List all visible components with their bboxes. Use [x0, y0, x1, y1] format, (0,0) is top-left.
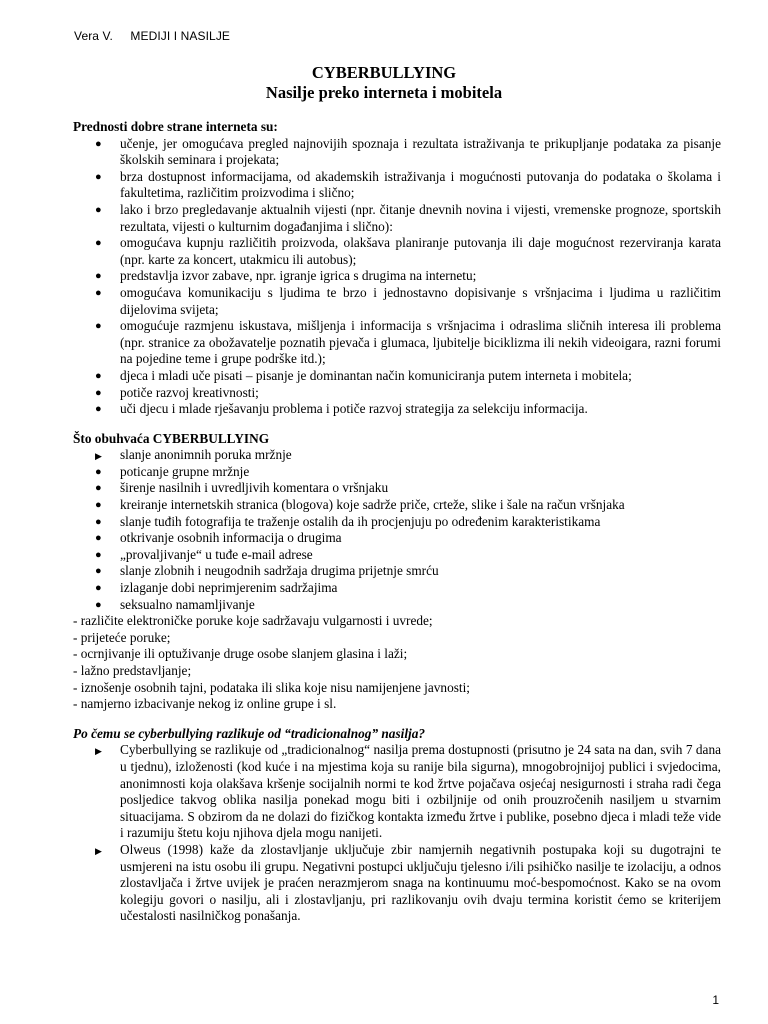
section-heading-cyberbullying: Što obuhvaća CYBERBULLYING: [73, 430, 270, 446]
list-item: ● izlaganje dobi neprimjerenim sadržajima: [95, 580, 338, 596]
bullet-arrow-icon: ▶: [95, 451, 102, 462]
list-item: ● poticanje grupne mržnje: [95, 463, 250, 479]
advantages-list: [73, 136, 721, 418]
dash-item: - različite elektroničke poruke koje sadržavaju vulgarnosti i uvrede;: [73, 613, 433, 629]
cyberbullying-arrow-list: [73, 447, 721, 464]
bullet-dot-icon: ●: [95, 403, 102, 416]
list-item: ● brza dostupnost informacijama, od akademskih istraživanja i mogućnosti putovanja do podataka o školama i fakultetima, različitim proizvodima i slično;: [95, 168, 721, 201]
document-subtitle: Nasilje preko interneta i mobitela: [265, 83, 503, 102]
bullet-arrow-icon: ▶: [95, 746, 102, 757]
list-item: ● širenje nasilnih i uvredljivih komentara o vršnjaku: [95, 480, 389, 496]
bullet-dot-icon: ●: [95, 548, 102, 561]
list-item: ● omogućava komunikaciju s ljudima te brzo i jednostavno dopisivanje s vršnjacima i ljudima u različitim dijelovima svijeta;: [95, 284, 721, 317]
list-item: ● uči djecu i mlade rješavanju problema i potiče razvoj strategija za selekciju informacija.: [95, 401, 588, 417]
bullet-arrow-icon: ▶: [95, 845, 102, 856]
dash-item: - ocrnjivanje ili optuživanje druge osobe slanjem glasina i laži;: [73, 646, 408, 662]
bullet-dot-icon: ●: [95, 482, 102, 495]
bullet-dot-icon: ●: [95, 499, 102, 512]
section-heading-advantages: Prednosti dobre strane interneta su:: [73, 119, 278, 134]
bullet-dot-icon: ●: [95, 237, 102, 250]
bullet-dot-icon: ●: [95, 137, 102, 150]
list-item: ● potiče razvoj kreativnosti;: [95, 384, 259, 400]
page-number: 1: [712, 993, 719, 1007]
list-item: ▶ Olweus (1998) kaže da zlostavljanje uključuje zbir namjernih negativnih postupaka koji su dugotrajni te usmjereni na istu osobu ili grupu. Negativni postupci uključuju tjelesno i/ili psihičko nasilje te izolaciju, a odnos zlostavljača i žrtve uvijek je praćen nerazmjerom snaga na kontinuumu moć-bespomoćnost. Kako se na ovom kolegiju govori o nasilju, ali i zlostavljanju, pri razlikovanju ovih dvaju termina koristit ćemo se kriterijem učestalosti nasilničkog ponašanja.: [95, 841, 721, 924]
bullet-dot-icon: ●: [95, 203, 102, 216]
dash-item: - prijeteće poruke;: [73, 629, 171, 645]
list-item: ● slanje zlobnih i neugodnih sadržaja drugima prijetnje smrću: [95, 563, 439, 579]
list-item: ● učenje, jer omogućava pregled najnovijih spoznaja i rezultata istraživanja te prikupljanje podataka za pisanje školskih seminara i projekata;: [95, 135, 721, 168]
cyberbullying-list: [73, 464, 721, 613]
bullet-dot-icon: ●: [95, 515, 102, 528]
bullet-dot-icon: ●: [95, 270, 102, 283]
page-header: [74, 29, 230, 43]
bullet-dot-icon: ●: [95, 565, 102, 578]
list-item: ● otkrivanje osobnih informacija o drugima: [95, 530, 342, 546]
header-author: Vera V.: [74, 29, 113, 43]
section-heading-difference: Po čemu se cyberbullying razlikuje od “tradicionalnog” nasilja?: [73, 725, 426, 741]
list-item: ● slanje tuđih fotografija te traženje ostalih da ih procjenjuju po određenim karakteristikama: [95, 513, 601, 529]
difference-list: [73, 742, 721, 925]
bullet-dot-icon: ●: [95, 582, 102, 595]
list-item: ● omogućava kupnju različitih proizvoda, olakšava planiranje putovanja ili daje mogućnost rezerviranja karata (npr. karte za koncert, utakmicu ili autobus);: [95, 235, 721, 267]
bullet-dot-icon: ●: [95, 320, 102, 333]
dash-item: - lažno predstavljanje;: [73, 663, 192, 678]
list-item: ● lako i brzo pregledavanje aktualnih vijesti (npr. čitanje dnevnih novina i vijesti, vremenske prognoze, sportskih rezultata, vijesti o kulturnim događanjima i slično):: [95, 201, 721, 234]
bullet-dot-icon: ●: [95, 170, 102, 183]
document-title: CYBERBULLYING: [311, 63, 457, 82]
dash-item: - namjerno izbacivanje nekog iz online grupe i sl.: [73, 696, 337, 712]
list-item: ● kreiranje internetskih stranica (blogova) koje sadrže priče, crteže, slike i šale na račun vršnjaka: [95, 497, 625, 513]
list-item: ● „provaljivanje“ u tuđe e-mail adrese: [95, 546, 313, 562]
document-body: [73, 119, 721, 925]
list-item: ● omogućuje razmjenu iskustava, mišljenja i informacija s vršnjacima i odraslima sličnih interesa ili problema (npr. stranice za obožavatelje poznatih pjevača i glumaca, ljubitelje biciklizma ili nekih videoigara, razni forumi na pojedine teme i grupe podrške itd.);: [95, 318, 721, 367]
bullet-dot-icon: ●: [95, 286, 102, 299]
list-item: ▶ slanje anonimnih poruka mržnje: [73, 447, 721, 464]
list-item: ▶ Cyberbullying se razlikuje od „tradicionalnog“ nasilja prema dostupnosti (prisutno je 24 sata na dan, svih 7 dana u tjednu), izloženosti (kod kuće i na mjestima koja su ranije bila sigurna), mnogobrojnijoj publici i svjedocima, anonimnosti koja olakšava kršenje socijalnih normi te kod žrtve pojačava osjećaj nesigurnosti i straha radi čega posljedice takvog oblika nasilja ponekad mogu biti i ozbiljnije od onih prouzročenih nasiljem u stvarnim situacijama. S obzirom da ne dolazi do fizičkog kontakta između žrtve i publike, posebno djeca i mladi teže vide i razumiju štetu koju njihova djela mogu nanijeti.: [95, 742, 721, 841]
bullet-dot-icon: ●: [95, 369, 102, 382]
list-item: ● predstavlja izvor zabave, npr. igranje igrica s drugima na internetu;: [95, 268, 477, 284]
list-item: ● seksualno namamljivanje: [95, 596, 255, 612]
dash-list: [73, 613, 721, 713]
header-subject: MEDIJI I NASILJE: [130, 29, 231, 43]
bullet-dot-icon: ●: [95, 532, 102, 545]
bullet-dot-icon: ●: [95, 598, 102, 611]
bullet-dot-icon: ●: [95, 465, 102, 478]
dash-item: - iznošenje osobnih tajni, podataka ili slika koje nisu namijenjene javnosti;: [73, 679, 470, 695]
list-item: ● djeca i mladi uče pisati – pisanje je dominantan način komuniciranja putem interneta i mobitela;: [95, 367, 632, 383]
bullet-dot-icon: ●: [95, 386, 102, 399]
